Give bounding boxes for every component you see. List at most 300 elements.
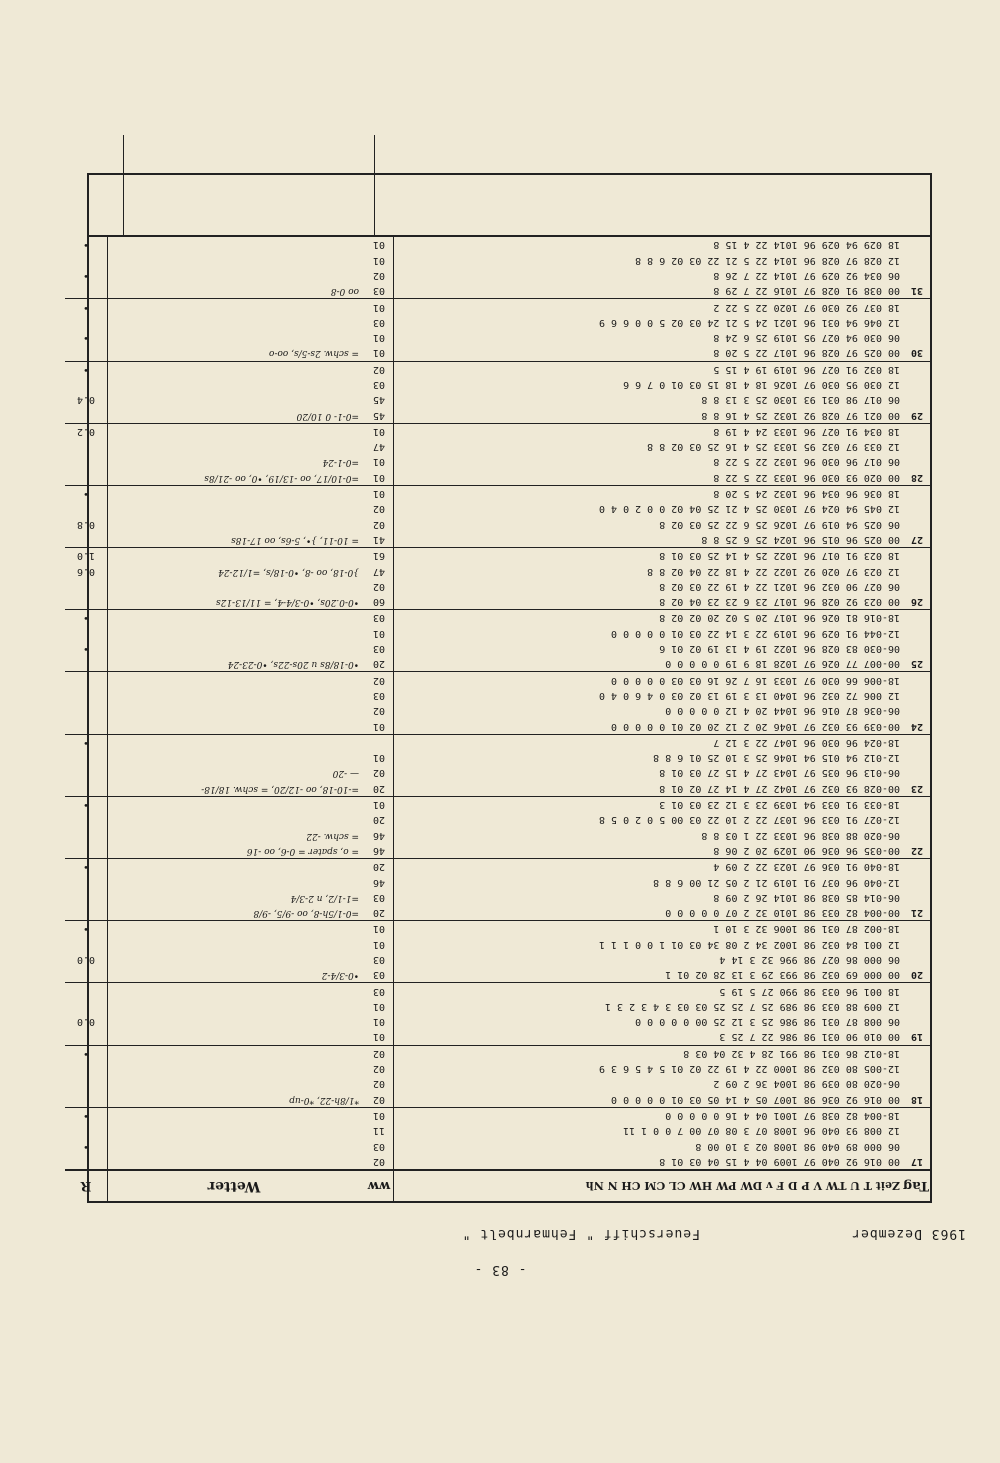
ww-cell: 01 (365, 750, 394, 765)
wetter-cell (108, 812, 366, 827)
ww-cell: 02 (365, 517, 394, 532)
day-cell (904, 921, 930, 937)
wetter-cell (108, 423, 366, 439)
table-row (65, 423, 930, 439)
observation-cell: 18 037 92 030 97 1020 22 5 22 2 (713, 301, 900, 313)
r-cell (65, 750, 108, 765)
observation-cell: 06 017 96 030 96 1032 22 5 22 8 (713, 456, 900, 468)
r-cell (65, 1076, 108, 1091)
observation-cell: 06 000 89 040 98 1008 02 3 10 00 8 (695, 1140, 900, 1152)
observation-cell: 00 023 92 028 96 1017 23 6 23 23 04 02 8 (394, 594, 905, 610)
observation-cell: 12 006 72 032 96 1040 13 3 19 13 02 03 0 4 6 0 4 0 (598, 689, 900, 701)
wetter-cell (108, 952, 366, 967)
r-cell (65, 283, 108, 299)
r-cell (65, 532, 108, 548)
wetter-cell (108, 377, 366, 392)
day-cell (904, 454, 930, 469)
table-row (65, 594, 930, 610)
ww-cell: 01 (365, 999, 394, 1014)
table-row (65, 921, 930, 937)
r-cell: • (65, 1107, 108, 1123)
table-row (65, 252, 930, 267)
ww-cell: 02 (365, 579, 394, 594)
table-row (65, 688, 930, 703)
day-cell: 29 (904, 407, 930, 423)
day-cell (904, 765, 930, 780)
col-r: R (65, 1170, 108, 1201)
table-row (65, 485, 930, 501)
wetter-cell: = o, spater = 0-6, oo -16 (108, 843, 366, 859)
observation-cell: 00-004 82 033 98 1010 32 2 07 0 0 0 0 0 (394, 905, 905, 921)
table-row (65, 859, 930, 875)
day-cell (904, 377, 930, 392)
observation-cell: 12 001 84 032 98 1002 34 2 08 34 03 01 1 0 0 1 1 1 (598, 938, 900, 950)
table-row (65, 626, 930, 641)
r-cell (65, 672, 108, 688)
day-cell (904, 579, 930, 594)
r-cell (65, 718, 108, 734)
wetter-cell (108, 268, 366, 283)
table-row (65, 1123, 930, 1138)
r-cell: 0.4 (65, 392, 108, 407)
wetter-cell: = schw. -22 (306, 830, 359, 841)
r-cell (65, 454, 108, 469)
ww-cell: 03 (365, 688, 394, 703)
ww-cell: 02 (365, 672, 394, 688)
r-cell (65, 501, 108, 516)
wetter-cell: =0-10/17, oo -13/19, •0, oo -21/8s (108, 470, 366, 486)
ww-cell: 01 (365, 299, 394, 315)
table-row (65, 1061, 930, 1076)
day-cell (904, 485, 930, 501)
ww-cell: 20 (365, 656, 394, 672)
r-cell: 0.6 (65, 563, 108, 578)
table-row (65, 765, 930, 780)
r-cell (65, 1061, 108, 1076)
wetter-cell (108, 439, 366, 454)
table-row (65, 641, 930, 656)
observation-cell: 18 029 94 029 96 1014 22 4 15 8 (713, 239, 900, 251)
table-row (65, 874, 930, 889)
ww-cell: 02 (365, 1061, 394, 1076)
col-ww: ww (365, 1170, 394, 1201)
observation-cell: 00 000 69 032 98 993 29 3 13 28 02 01 1 (394, 967, 905, 983)
day-cell (904, 1123, 930, 1138)
table-row (65, 1092, 930, 1108)
ww-cell: 03 (365, 952, 394, 967)
ww-cell: 01 (365, 330, 394, 345)
observation-cell: 18 032 91 027 96 1019 19 4 15 5 (713, 363, 900, 375)
ww-cell: 01 (365, 796, 394, 812)
table-row (65, 796, 930, 812)
wetter-cell (108, 361, 366, 377)
observation-cell: 06 000 86 027 98 996 32 3 14 4 (719, 954, 900, 965)
observation-cell: 00 038 91 028 97 1016 22 7 29 8 (394, 283, 905, 299)
table-row (65, 330, 930, 345)
wetter-cell: }0-18, oo -8, •0-18/s, =1/12-24 (218, 566, 359, 577)
ww-cell: 01 (365, 252, 394, 267)
table-row (65, 1029, 930, 1045)
table-row (65, 392, 930, 407)
day-cell (904, 999, 930, 1014)
day-cell: 31 (904, 283, 930, 299)
r-cell (65, 1123, 108, 1138)
r-cell (65, 999, 108, 1014)
ww-cell (365, 734, 394, 750)
wetter-cell (108, 392, 366, 407)
observation-cell: 06 008 87 031 98 986 25 3 12 25 00 0 0 0 0 0 (635, 1016, 900, 1028)
day-cell (904, 874, 930, 889)
wetter-cell (108, 874, 366, 889)
day-cell (904, 827, 930, 842)
ww-cell: 01 (365, 921, 394, 937)
wetter-cell (108, 641, 366, 656)
day-cell (904, 750, 930, 765)
observation-cell: 06 017 98 031 93 1030 25 3 13 8 8 (701, 394, 900, 406)
r-cell: 0.0 (65, 952, 108, 967)
table-row (65, 299, 930, 315)
wetter-cell (108, 1076, 366, 1091)
table-row (65, 843, 930, 859)
table-row (65, 454, 930, 469)
ww-cell: 03 (365, 610, 394, 626)
page-number: - 83 - (473, 1262, 527, 1277)
wetter-cell: •0-3/4-2 (108, 967, 366, 983)
day-cell (904, 315, 930, 330)
wetter-cell (108, 299, 366, 315)
ww-cell: 47 (365, 439, 394, 454)
day-cell (904, 952, 930, 967)
ww-cell: 11 (365, 1123, 394, 1138)
ww-cell: 02 (365, 765, 394, 780)
observation-cell: 00 010 90 031 98 986 22 7 25 3 (394, 1029, 905, 1045)
col-observations: Zeit T U TW V P D F v DW PW HW CL CM CH N Nh (394, 1170, 905, 1201)
r-cell (65, 890, 108, 905)
r-cell: • (65, 330, 108, 345)
ww-cell: 46 (365, 874, 394, 889)
month-label: 1963 Dezember (851, 1226, 966, 1241)
table-row (65, 750, 930, 765)
ww-cell: 46 (365, 827, 394, 842)
day-cell (904, 610, 930, 626)
ww-cell: 03 (365, 315, 394, 330)
table-row (65, 610, 930, 626)
ww-cell: 61 (365, 548, 394, 564)
table-row (65, 952, 930, 967)
r-cell (65, 470, 108, 486)
day-cell: 23 (904, 781, 930, 797)
wetter-cell (108, 237, 366, 252)
observation-cell: 00-035 96 036 90 1029 20 2 06 8 (394, 843, 905, 859)
observation-cell: 12 045 94 024 97 1030 25 4 21 25 04 02 0 0 2 0 4 0 (598, 503, 900, 515)
wetter-cell: =0-1- 0 10/20 (108, 407, 366, 423)
ww-cell: 01 (365, 423, 394, 439)
r-cell (65, 874, 108, 889)
ww-cell: 20 (365, 859, 394, 875)
table-row (65, 656, 930, 672)
ship-name: Feuerschiff " Fehmarnbelt " (461, 1226, 700, 1241)
ww-cell: 41 (365, 532, 394, 548)
day-cell (904, 703, 930, 718)
table-row (65, 983, 930, 999)
day-cell (904, 812, 930, 827)
day-cell (904, 641, 930, 656)
observation-cell: 12 008 93 040 96 1008 07 3 08 07 00 7 0 0 1 11 (623, 1125, 900, 1137)
observation-cell: 18 001 96 033 98 990 27 5 19 5 (719, 985, 900, 997)
r-cell (65, 656, 108, 672)
observation-cell: 12-012 94 015 94 1046 25 3 10 25 01 6 8 8 (653, 752, 900, 764)
observation-cell: 00 020 93 030 96 1033 22 5 22 8 (394, 470, 905, 486)
observation-cell: 06 027 90 032 96 1021 22 4 19 22 03 02 8 (659, 580, 900, 592)
observation-cell: 12-027 91 033 96 1037 22 2 10 22 03 00 5 0 2 0 5 8 (598, 814, 900, 826)
observation-cell: 06 034 92 029 97 1014 22 7 26 8 (713, 269, 900, 281)
ww-cell: 03 (365, 967, 394, 983)
ww-cell: 01 (365, 937, 394, 952)
ww-cell: 01 (365, 470, 394, 486)
day-cell (904, 1107, 930, 1123)
ww-cell: 02 (365, 703, 394, 718)
ww-cell: 03 (365, 1138, 394, 1153)
r-cell: • (65, 859, 108, 875)
observation-cell: 12 028 97 028 96 1014 22 5 21 22 03 02 6 8 8 (635, 254, 900, 266)
observation-cell: 12 009 88 033 98 989 25 7 25 25 03 03 3 4 3 2 3 1 (604, 1000, 900, 1012)
r-cell (65, 594, 108, 610)
day-cell (904, 548, 930, 564)
day-cell (904, 1061, 930, 1076)
observation-cell: 06-020 80 039 98 1004 36 2 09 2 (713, 1078, 900, 1090)
observation-cell: 06-036 87 016 96 1044 20 4 12 0 0 0 0 0 (665, 705, 900, 717)
table-row (65, 345, 930, 361)
day-cell (904, 361, 930, 377)
r-cell: • (65, 485, 108, 501)
r-cell: • (65, 921, 108, 937)
day-cell (904, 890, 930, 905)
day-cell: 18 (904, 1092, 930, 1108)
table-row (65, 1014, 930, 1029)
observation-cell: 18-016 81 026 96 1017 20 5 02 20 02 02 8 (659, 612, 900, 624)
day-cell: 24 (904, 718, 930, 734)
day-cell (904, 626, 930, 641)
ww-cell: 01 (365, 1107, 394, 1123)
table-row (65, 563, 930, 578)
table-row (65, 548, 930, 564)
day-cell: 22 (904, 843, 930, 859)
wetter-cell (108, 750, 366, 765)
table-row (65, 967, 930, 983)
r-cell (65, 377, 108, 392)
day-cell (904, 563, 930, 578)
ww-cell: 47 (365, 563, 394, 578)
table-row (65, 1107, 930, 1123)
observation-cell: 06-020 88 038 96 1033 22 1 03 8 8 (701, 829, 900, 841)
r-cell: 1.0 (65, 548, 108, 564)
ww-cell: 03 (365, 283, 394, 299)
day-cell (904, 517, 930, 532)
ww-cell: 20 (365, 781, 394, 797)
observation-cell: 18 023 91 017 96 1022 25 4 14 25 03 01 8 (659, 550, 900, 562)
wetter-cell (108, 703, 366, 718)
table-row (65, 890, 930, 905)
blank-rows (89, 135, 930, 237)
r-cell: • (65, 237, 108, 252)
ww-cell: 01 (365, 454, 394, 469)
day-cell (904, 330, 930, 345)
observation-cell: 12 023 97 020 92 1022 22 4 18 22 04 02 8 8 (647, 565, 900, 577)
r-cell: • (65, 361, 108, 377)
day-cell (904, 237, 930, 252)
r-cell (65, 937, 108, 952)
observation-cell: 06-014 85 038 98 1014 26 2 09 8 (713, 891, 900, 903)
r-cell: 0.8 (65, 517, 108, 532)
table-row (65, 377, 930, 392)
col-wetter: Wetter (108, 1170, 366, 1201)
ww-cell: 01 (365, 485, 394, 501)
wetter-cell (108, 330, 366, 345)
ww-cell: 02 (365, 1076, 394, 1091)
ww-cell: 20 (365, 812, 394, 827)
observation-cell: 00 025 97 028 96 1017 22 5 20 8 (394, 345, 905, 361)
wetter-cell (108, 485, 366, 501)
table-row (65, 1154, 930, 1170)
observation-cell: 00 025 96 015 96 1024 25 6 25 8 8 (394, 532, 905, 548)
observation-cell: 06-030 83 028 96 1022 19 4 13 19 02 01 6 (659, 643, 900, 655)
day-cell (904, 299, 930, 315)
table-row (65, 937, 930, 952)
ww-cell: 60 (365, 594, 394, 610)
r-cell: • (65, 268, 108, 283)
day-cell (904, 392, 930, 407)
r-cell: • (65, 1138, 108, 1153)
r-cell (65, 315, 108, 330)
table-row (65, 237, 930, 252)
r-cell (65, 765, 108, 780)
r-cell (65, 827, 108, 842)
table-row (65, 1076, 930, 1091)
observation-cell: 18-012 86 031 98 991 28 4 32 04 03 8 (683, 1047, 900, 1059)
day-cell: 30 (904, 345, 930, 361)
day-cell (904, 859, 930, 875)
table-row (65, 672, 930, 688)
table-row (65, 1138, 930, 1153)
ww-cell: 01 (365, 1014, 394, 1029)
wetter-cell (108, 1061, 366, 1076)
ww-cell: 01 (365, 345, 394, 361)
observation-cell: 12-005 80 032 98 1000 22 4 19 22 02 01 5 4 5 6 3 9 (598, 1063, 900, 1075)
r-cell: • (65, 610, 108, 626)
wetter-cell (108, 1014, 366, 1029)
day-cell (904, 983, 930, 999)
day-cell: 19 (904, 1029, 930, 1045)
day-cell: 21 (904, 905, 930, 921)
r-cell (65, 703, 108, 718)
table-row (65, 812, 930, 827)
day-cell (904, 672, 930, 688)
wetter-cell (108, 796, 366, 812)
observation-cell: 18-024 96 030 96 1047 22 3 12 7 (713, 736, 900, 748)
wetter-cell: — -20 (332, 768, 359, 779)
observation-cell: 18-006 66 030 97 1033 16 7 26 16 03 03 0 0 0 0 0 (611, 674, 900, 686)
observation-cell: 00-039 93 032 97 1046 20 2 12 20 02 01 0 0 0 0 0 (394, 718, 905, 734)
table-row (65, 1045, 930, 1061)
r-cell (65, 781, 108, 797)
r-cell (65, 688, 108, 703)
wetter-cell (108, 921, 366, 937)
ww-cell: 02 (365, 1154, 394, 1170)
table-row (65, 268, 930, 283)
day-cell (904, 1045, 930, 1061)
observation-cell: 00-007 77 026 97 1028 18 9 19 0 0 0 0 0 (394, 656, 905, 672)
ww-cell: 45 (365, 407, 394, 423)
wetter-cell: =0-1/5h-8, oo -9/5, -9/8 (108, 905, 366, 921)
day-cell (904, 252, 930, 267)
observation-cell: 18-040 91 036 97 1023 22 2 09 4 (713, 861, 900, 873)
ww-cell: 02 (365, 1092, 394, 1108)
table-row (65, 517, 930, 532)
r-cell: • (65, 641, 108, 656)
r-cell (65, 345, 108, 361)
wetter-cell (108, 734, 366, 750)
day-cell (904, 439, 930, 454)
wetter-cell (108, 1045, 366, 1061)
day-cell (904, 734, 930, 750)
table-row (65, 734, 930, 750)
ww-cell: 02 (365, 361, 394, 377)
wetter-cell (108, 501, 366, 516)
table-row (65, 579, 930, 594)
table-row (65, 439, 930, 454)
r-cell (65, 252, 108, 267)
wetter-cell (108, 517, 366, 532)
col-tag: Tag (904, 1170, 930, 1201)
day-cell (904, 688, 930, 703)
ww-cell: 20 (365, 905, 394, 921)
r-cell (65, 905, 108, 921)
wetter-cell (108, 983, 366, 999)
observation-cell: 00 021 97 028 92 1032 25 4 16 8 8 (394, 407, 905, 423)
ww-cell: 01 (365, 626, 394, 641)
table-row (65, 470, 930, 486)
r-cell: • (65, 734, 108, 750)
day-cell (904, 268, 930, 283)
ww-cell: 03 (365, 377, 394, 392)
table-row (65, 283, 930, 299)
table-row (65, 315, 930, 330)
observation-cell: 12-044 91 029 96 1019 22 3 14 22 03 01 0 0 0 0 0 (611, 627, 900, 639)
wetter-cell: oo 0-8 (108, 283, 366, 299)
day-cell (904, 423, 930, 439)
day-cell: 26 (904, 594, 930, 610)
observation-cell: 06 030 94 027 95 1019 25 6 24 8 (713, 332, 900, 344)
r-cell: • (65, 796, 108, 812)
day-cell: 27 (904, 532, 930, 548)
ww-cell: 02 (365, 268, 394, 283)
observation-cell: 00-028 93 032 97 1042 27 4 14 27 02 01 8 (394, 781, 905, 797)
table-row (65, 718, 930, 734)
r-cell (65, 626, 108, 641)
r-cell (65, 1029, 108, 1045)
table-row (65, 703, 930, 718)
wetter-cell (108, 1123, 366, 1138)
ww-cell: 45 (365, 392, 394, 407)
day-cell: 20 (904, 967, 930, 983)
table-row (65, 905, 930, 921)
observation-cell: 18 036 96 034 96 1032 24 5 20 8 (713, 488, 900, 500)
r-cell (65, 439, 108, 454)
ww-cell: 46 (365, 843, 394, 859)
day-cell (904, 937, 930, 952)
r-cell: • (65, 1045, 108, 1061)
wetter-cell: =0-1-24 (322, 457, 359, 468)
